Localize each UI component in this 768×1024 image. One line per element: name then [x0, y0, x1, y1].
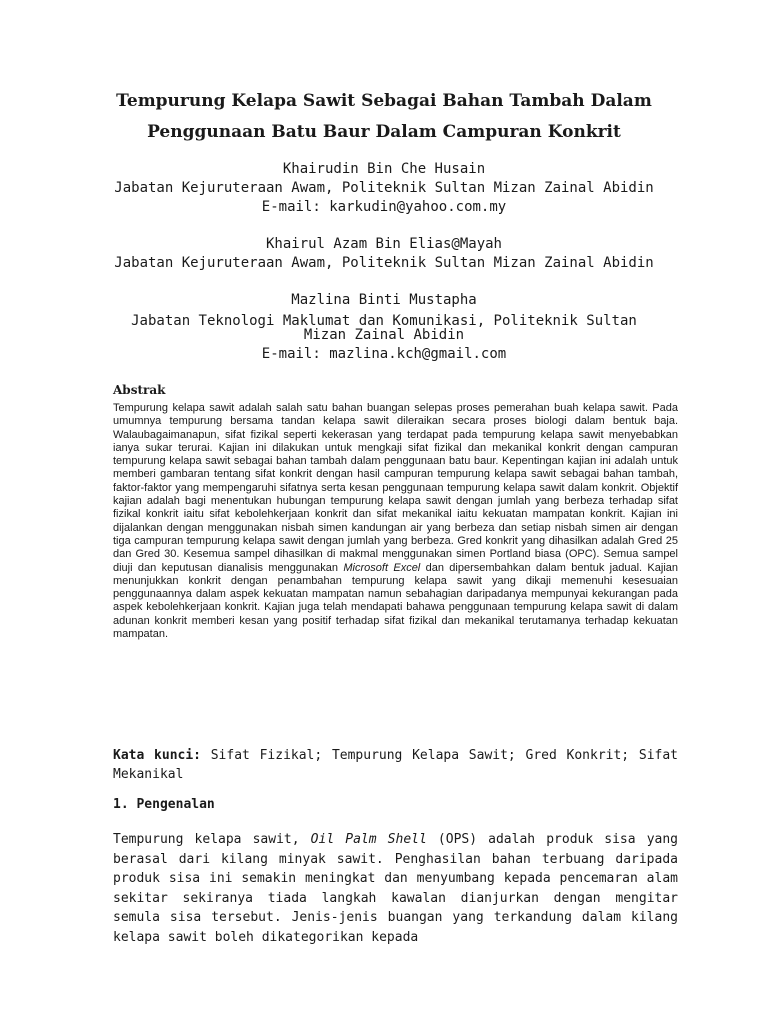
intro-text-continued: (OPS) adalah produk sisa yang berasal dari kilang minyak sawit. Penghasilan bahan terbuang daripada produk sisa ini semakin meningkat dan menyumbang kepada pencemaran alam sekitar sekiranya tiada langkah kawalan dianjurkan dengan mengitar semula sisa tersebut. Jenis-jenis buangan yang terkandung dalam kilang kelapa sawit boleh dikategorikan kepada: [113, 832, 678, 945]
abstract-text-continued: dan dipersembahkan dalam bentuk jadual. Kajian menunjukkan konkrit dengan penambahan tempurung kelapa sawit yang dikaji memenuhi kesesuaian penggunaannya dalam aspek kekuatan mampatan namun sebahagian daripadanya mempunyai kekurangan pada aspek kebolehkerjaan konkrit. Kajian juga telah mendapati bahawa penggunaan tempurung kelapa sawit di dalam adunan konkrit memberi kesan yang positif terhadap sifat fizikal dan mekanikal terutamanya terhadap kekuatan mampatan.: [113, 561, 679, 641]
abstract-text: Tempurung kelapa sawit adalah salah satu bahan buangan selepas proses pemerahan buah kelapa sawit. Pada umumnya tempurung bersama tandan kelapa sawit dileraikan secara proses biologi dalam bentuk baja. Walaubagaimanapun, sifat fizikal seperti kekerasan yang terdapat pada tempurung kelapa sawit menyebabkan ianya sukar terurai. Kajian ini dilakukan untuk mengkaji sifat fizikal dan mekanikal konkrit dengan campuran tempurung kelapa sawit sebagai bahan tambah dalam penggunaan batu baur. Kepentingan kajian ini adalah untuk memberi gambaran tentang sifat konkrit dengan hasil campuran tempurung kelapa sawit sebagai bahan tambah, faktor-faktor yang mempengaruhi sifatnya serta kesan penggunaan tempurung kelapa sawit dalam konkrit. Objektif kajian adalah bagi menentukan hubungan tempurung kelapa sawit dengan jumlah yang berbeza terhadap sifat fizikal konkrit iaitu sifat kebolehkerjaan konkrit dan sifat mekanikal iaitu kekuatan mampatan konkrit. Kajian ini dijalankan dengan menggunakan nisbah simen kandungan air yang berbeza dan setiap nisbah simen air dengan tiga campuran tempurung kelapa sawit dengan jumlah yang berbeza. Gred konkrit yang dihasilkan adalah Gred 25 dan Gred 30. Kesemua sampel dihasilkan di makmal menggunakan simen Portland biasa (OPC). Semua sampel diuji dan keputusan dianalisis menggunakan: [113, 402, 678, 574]
keywords: [113, 746, 678, 784]
paper-title: [90, 86, 678, 148]
section-heading: 1. Pengenalan: [113, 797, 215, 812]
author-block: [90, 160, 678, 364]
author-email: E-mail: mazlina.kch@gmail.com: [261, 346, 507, 362]
abstract-italic-text: Microsoft Excel: [343, 561, 421, 574]
author-name: Khairudin Bin Che Husain: [282, 161, 486, 177]
title-line-1: Tempurung Kelapa Sawit Sebagai Bahan Tambah Dalam: [116, 91, 652, 111]
author-name: Mazlina Binti Mustapha: [291, 292, 477, 308]
author-affiliation: Jabatan Kejuruteraan Awam, Politeknik Sultan Mizan Zainal Abidin: [114, 180, 654, 196]
intro-text: Tempurung kelapa sawit,: [113, 832, 311, 847]
keywords-label: Kata kunci:: [113, 748, 201, 763]
intro-paragraph: [113, 830, 678, 947]
intro-italic-text: Oil Palm Shell: [310, 832, 427, 847]
abstract-body: [113, 402, 678, 641]
author-name: Khairul Azam Bin Elias@Mayah: [265, 236, 502, 252]
title-line-2: Penggunaan Batu Baur Dalam Campuran Konkrit: [147, 122, 621, 142]
author-affiliation: Jabatan Teknologi Maklumat dan Komunikasi, Politeknik Sultan: [131, 313, 637, 329]
author-affiliation: Jabatan Kejuruteraan Awam, Politeknik Sultan Mizan Zainal Abidin: [114, 255, 654, 271]
author-email: E-mail: karkudin@yahoo.com.my: [261, 199, 507, 215]
author-affiliation-continued: Mizan Zainal Abidin: [303, 327, 465, 343]
abstract-heading: Abstrak: [113, 383, 166, 397]
keywords-text: Sifat Fizikal; Tempurung Kelapa Sawit; Gred Konkrit; Sifat Mekanikal: [113, 748, 679, 782]
